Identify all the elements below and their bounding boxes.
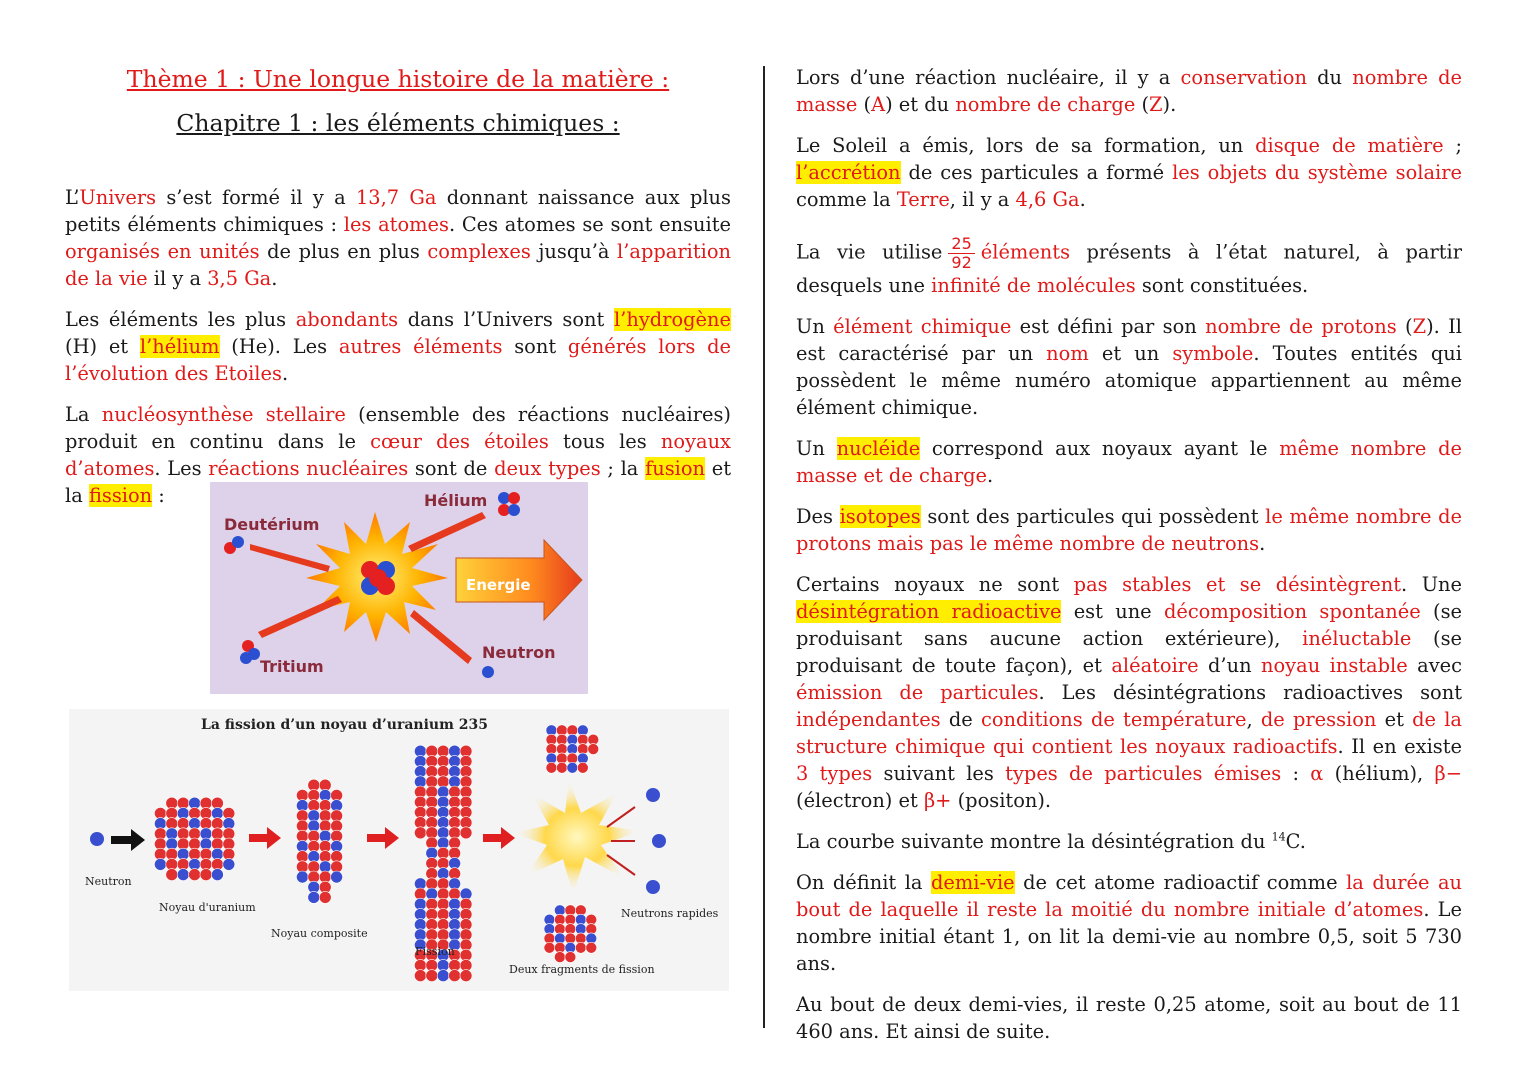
neutron-label-fusion: Neutron	[482, 643, 556, 662]
text-run: avec	[1407, 654, 1463, 677]
text-run: fission	[88, 484, 153, 507]
chapter-title: Chapitre 1 : les éléments chimiques :	[176, 109, 620, 137]
text-run: comme la	[796, 188, 897, 211]
text-run: L’	[65, 186, 80, 209]
text-run: .	[1079, 188, 1086, 211]
text-run: éléments	[980, 240, 1071, 264]
text-run: (se produisant de toute façon), et	[796, 627, 1463, 677]
text-run: . Il en existe	[1337, 735, 1463, 758]
text-run: ) et du	[885, 93, 956, 116]
text-run: Z	[1149, 93, 1163, 116]
text-run: cœur des étoiles	[370, 430, 549, 453]
text-run: décomposition spontanée	[1163, 600, 1421, 623]
text-run: .	[281, 362, 289, 385]
fusion-figure	[210, 482, 588, 694]
paragraph-soleil	[796, 132, 1462, 213]
paragraph-isotopes	[796, 503, 1462, 557]
text-run: noyaux d’atomes	[65, 430, 731, 480]
paragraph-conservation	[796, 64, 1462, 118]
noyau-composite-label: Noyau composite	[271, 927, 368, 940]
text-run: il y a	[147, 267, 208, 290]
text-run: disque de matière	[1255, 134, 1444, 157]
text-run: (	[1396, 315, 1413, 338]
text-run: sont de	[408, 457, 495, 480]
text-run: . Une	[1401, 573, 1462, 596]
text-run: ; la	[600, 457, 646, 480]
text-run: Z	[1412, 315, 1427, 338]
text-run: d’un	[1198, 654, 1262, 677]
text-run: Le Soleil a émis, lors de sa formation, un	[796, 134, 1256, 157]
paragraph-nucleide	[796, 435, 1462, 489]
text-run: 13,7 Ga	[355, 186, 437, 209]
text-run: On définit la	[796, 871, 931, 894]
text-run: :	[1281, 762, 1311, 785]
text-run: sont constituées.	[1135, 274, 1309, 297]
fission-diagram	[69, 709, 729, 991]
text-run: nucléosynthèse stellaire	[101, 403, 346, 426]
text-run: l’hélium	[139, 335, 220, 358]
text-run: (se produisant sans aucune action extérieure),	[796, 600, 1462, 650]
text-run: est défini par son	[1011, 315, 1206, 338]
text-run: et un	[1088, 342, 1173, 365]
paragraph-desintegration	[796, 571, 1462, 814]
text-run: conservation	[1180, 66, 1307, 89]
text-run: Un	[796, 437, 837, 460]
text-run: la durée au bout de laquelle il reste la moitié du nombre initiale d’atomes	[796, 871, 1462, 921]
text-run: .	[987, 464, 994, 487]
courbe-text: La courbe suivante montre la désintégration du	[796, 830, 1272, 853]
text-run: le même nombre de protons mais pas le même nombre de neutrons	[796, 505, 1462, 555]
text-run: 3 types	[796, 762, 873, 785]
paragraph-element-chimique	[796, 313, 1462, 421]
text-run: et la	[65, 457, 732, 507]
text-run: ). Il est caractérisé par un	[796, 315, 1462, 365]
fraction-denominator: 92	[951, 253, 972, 272]
vie-text: La vie utilise	[796, 240, 943, 264]
text-run: Des	[796, 505, 840, 528]
theme-title: Thème 1 : Une longue histoire de la matière :	[126, 65, 670, 93]
text-run: (électron) et	[796, 789, 924, 812]
text-run: nombre de masse	[796, 66, 1463, 116]
text-run: pas stables et se désintègrent	[1073, 573, 1401, 596]
fraction-25-92	[948, 235, 974, 272]
text-run: . Toutes entités qui possèdent le même numéro atomique appartiennent au même élément chimique.	[796, 342, 1462, 419]
text-run: jusqu’à	[530, 240, 618, 263]
text-run: inéluctable	[1302, 627, 1412, 650]
tritium-label: Tritium	[260, 657, 324, 676]
fragments-label: Deux fragments de fission	[509, 963, 655, 976]
text-run: l’accrétion	[796, 161, 901, 184]
text-run: émission de particules	[796, 681, 1039, 704]
text-run: . Ces atomes se sont ensuite	[448, 213, 731, 236]
deuterium-label: Deutérium	[224, 515, 320, 534]
text-run: même nombre de masse et de charge	[796, 437, 1462, 487]
text-run: isotopes	[839, 505, 921, 528]
text-run: de	[940, 708, 981, 731]
text-run: (	[857, 93, 872, 116]
neutrons-rapides-label: Neutrons rapides	[621, 907, 719, 920]
text-run: 3,5 Ga	[207, 267, 272, 290]
paragraph-univers	[65, 184, 731, 292]
text-run: Les éléments les plus	[65, 308, 296, 331]
text-run: aléatoire	[1111, 654, 1199, 677]
text-run: nucléide	[836, 437, 921, 460]
text-run: indépendantes	[796, 708, 941, 731]
text-run: ,	[1246, 708, 1261, 731]
text-run: donnant naissance aux plus petits éléments chimiques :	[65, 186, 731, 236]
text-run: désintégration radioactive	[796, 600, 1062, 623]
text-run: . Les désintégrations radioactives sont	[1038, 681, 1462, 704]
paragraph-demi-vie	[796, 869, 1462, 977]
carbon-mass-number: 14	[1271, 830, 1286, 844]
text-run: les objets du système solaire	[1172, 161, 1462, 184]
text-run: (positon).	[951, 789, 1052, 812]
text-run: sont	[502, 335, 568, 358]
text-run: infinité de molécules	[931, 274, 1136, 297]
left-column	[65, 62, 732, 976]
paragraph-deux-demi-vies: Au bout de deux demi-vies, il reste 0,25 atome, soit au bout de 11 460 ans. Et ainsi de suite.	[796, 993, 1462, 1043]
text-run: nombre de protons	[1205, 315, 1397, 338]
noyau-uranium-label: Noyau d'uranium	[159, 901, 256, 914]
helium-label: Hélium	[424, 491, 488, 510]
right-column	[796, 62, 1462, 1045]
helium-nucleus-center	[361, 561, 395, 595]
paragraph-courbe	[796, 828, 1462, 855]
text-run: générés lors de l’évolution des Etoiles	[65, 335, 732, 385]
incoming-neutron	[90, 832, 104, 846]
text-run: sont des particules qui possèdent	[920, 505, 1266, 528]
neutron-particle	[482, 666, 494, 678]
text-run: conditions de température	[980, 708, 1247, 731]
text-run: types de particules émises	[1005, 762, 1282, 785]
text-run: et	[1376, 708, 1413, 731]
text-run: de plus en plus	[259, 240, 428, 263]
text-run: de la structure chimique qui contient les noyaux radioactifs	[796, 708, 1462, 758]
text-run: de cet atome radioactif comme	[1014, 871, 1347, 894]
text-run: présents à l’état naturel, à partir desquels une	[796, 240, 1462, 297]
courbe-text-end: C.	[1285, 830, 1306, 853]
text-run: (ensemble des réactions nucléaires) produit en continu dans le	[65, 403, 731, 453]
text-run: 4,6 Ga	[1015, 188, 1080, 211]
text-run: est une	[1061, 600, 1164, 623]
text-run: La	[65, 403, 102, 426]
text-run: de pression	[1260, 708, 1377, 731]
neutron-label-fission: Neutron	[85, 875, 132, 888]
text-run: (H) et	[65, 335, 140, 358]
text-run: autres éléments	[338, 335, 503, 358]
text-run: suivant les	[872, 762, 1006, 785]
text-run: dans l’Univers sont	[398, 308, 614, 331]
text-run: (hélium),	[1323, 762, 1435, 785]
text-run: de ces particules a formé	[900, 161, 1173, 184]
text-run: correspond aux noyaux ayant le	[920, 437, 1280, 460]
text-run: Certains noyaux ne sont	[796, 573, 1074, 596]
text-run: l’hydrogène	[613, 308, 731, 331]
text-run: élément chimique	[833, 315, 1012, 338]
text-run: :	[152, 484, 165, 507]
text-run: ).	[1162, 93, 1177, 116]
paragraph-vie-elements	[796, 235, 1462, 299]
text-run: .	[271, 267, 278, 290]
fusion-diagram	[210, 482, 588, 694]
text-run: s’est formé il y a	[156, 186, 356, 209]
text-run: Terre	[896, 188, 950, 211]
text-run: l’apparition de la vie	[65, 240, 731, 290]
paragraph-elements-abondants	[65, 306, 731, 387]
text-run: les atomes	[343, 213, 449, 236]
text-run: .	[1259, 532, 1266, 555]
text-run: . Le nombre initial étant 1, on lit la demi-vie au nombre 0,5, soit 5 730 ans.	[796, 898, 1462, 975]
text-run: nombre de charge	[955, 93, 1136, 116]
fission-title: La fission d’un noyau d’uranium 235	[201, 717, 488, 733]
text-run: noyau instable	[1261, 654, 1408, 677]
text-run: tous les	[548, 430, 661, 453]
text-run: du	[1306, 66, 1353, 89]
text-run: complexes	[427, 240, 531, 263]
text-run: (He). Les	[219, 335, 339, 358]
energie-label: Energie	[466, 576, 531, 594]
text-run: fusion	[645, 457, 706, 480]
text-run: symbole	[1172, 342, 1254, 365]
column-divider	[763, 66, 765, 1028]
text-run: A	[871, 93, 886, 116]
text-run: organisés en unités	[65, 240, 260, 263]
fraction-numerator: 25	[948, 235, 974, 254]
text-run: nom	[1046, 342, 1089, 365]
fission-label: Fission	[415, 945, 455, 958]
text-run: , il y a	[949, 188, 1016, 211]
text-run: . Les	[154, 457, 209, 480]
text-run: (	[1135, 93, 1150, 116]
text-run: Un	[796, 315, 834, 338]
text-run: Univers	[79, 186, 157, 209]
text-run: α	[1310, 762, 1324, 785]
text-run: ;	[1443, 134, 1462, 157]
text-run: β+	[923, 789, 952, 812]
text-run: demi-vie	[930, 871, 1015, 894]
text-run: β−	[1434, 762, 1462, 785]
text-run: deux types	[494, 457, 601, 480]
text-run: abondants	[295, 308, 399, 331]
fission-figure	[69, 709, 729, 991]
text-run: Lors d’une réaction nucléaire, il y a	[796, 66, 1181, 89]
text-run: réactions nucléaires	[208, 457, 409, 480]
